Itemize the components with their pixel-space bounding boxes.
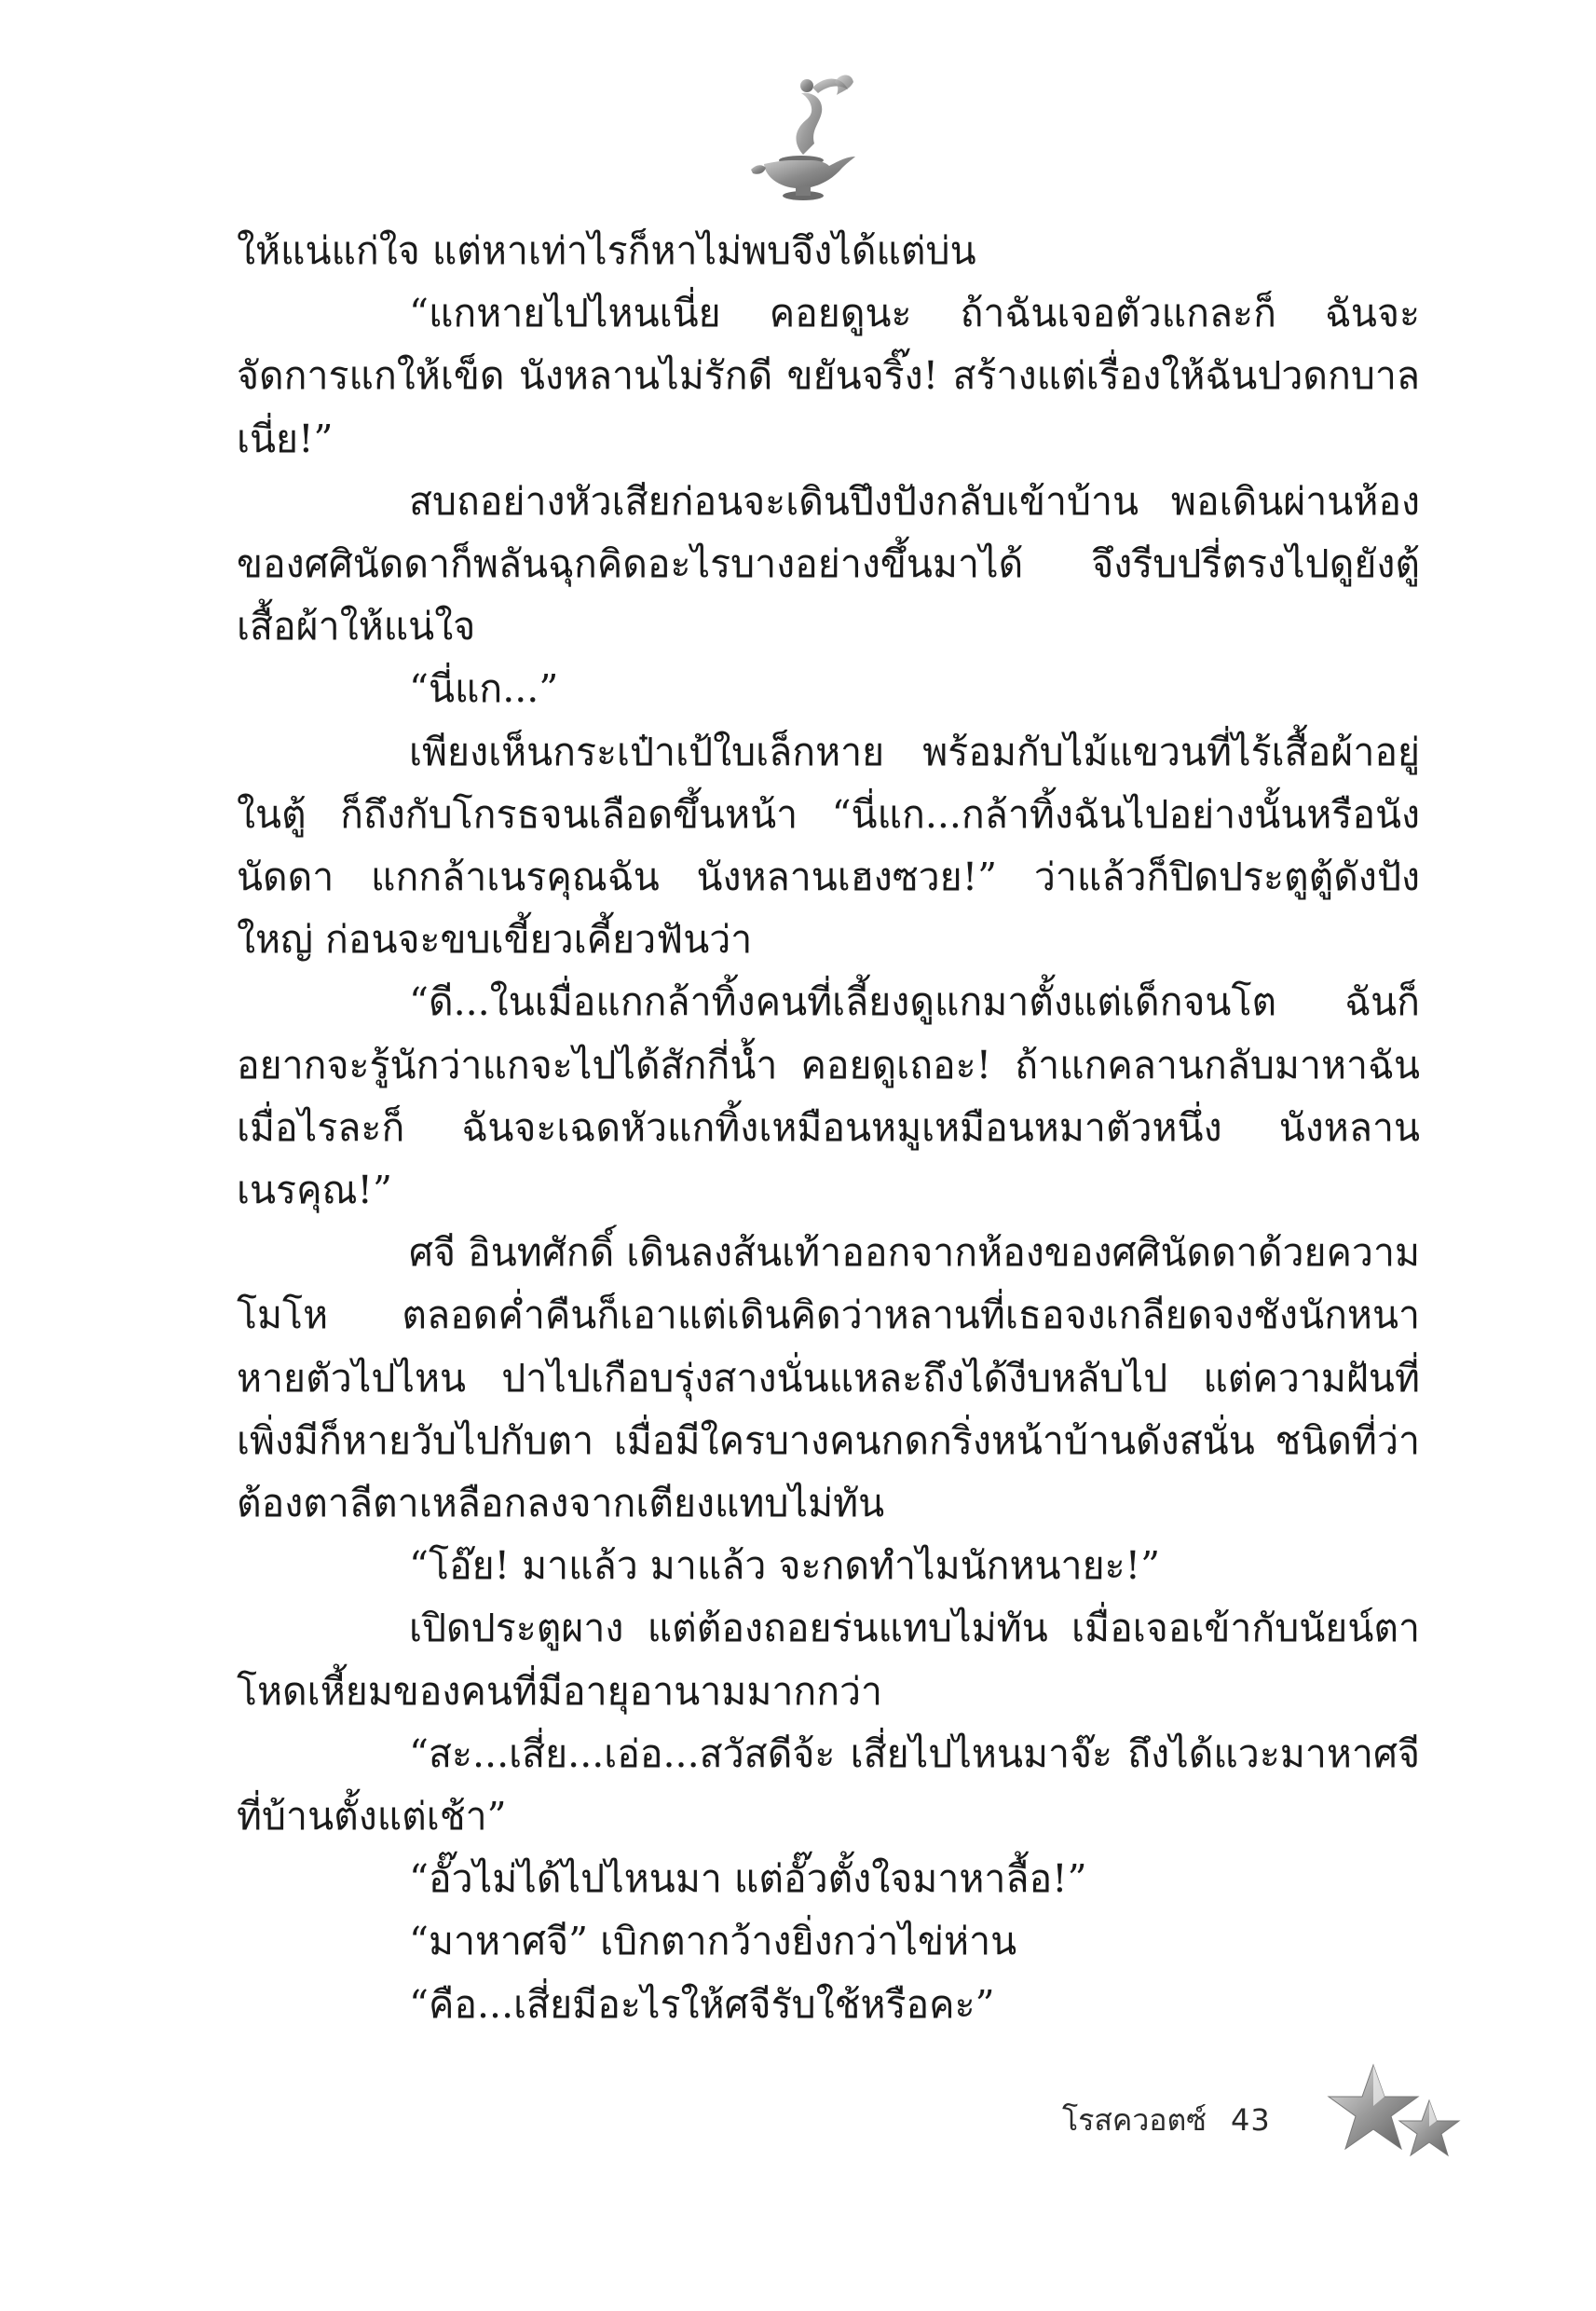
paragraph: “แกหายไปไหนเนี่ย คอยดูนะ ถ้าฉันเจอตัวแกละก็ ฉันจะจัดการแกให้เข็ด นังหลานไม่รักดี ขยันจริ๊ง! สร้างแต่เรื่องให้ฉันปวดกบาลเนี่ย!” <box>237 291 1420 461</box>
paragraph: “นี่แก...” <box>409 666 559 712</box>
genie-lamp-icon <box>745 65 857 205</box>
paragraph: “สะ...เสี่ย...เอ่อ...สวัสดีจ้ะ เสี่ยไปไหนมาจ๊ะ ถึงได้แวะมาหาศจีที่บ้านตั้งแต่เช้า” <box>237 1730 1420 1839</box>
paragraph: เปิดประตูผาง แต่ต้องถอยร่นแทบไม่ทัน เมื่อเจอเข้ากับนัยน์ตาโหดเหี้ยมของคนที่มีอายุอานามมากกว่า <box>237 1606 1420 1714</box>
paragraph: ให้แน่แก่ใจ แต่หาเท่าไรก็หาไม่พบจึงได้แต่บ่น <box>237 228 976 273</box>
paragraph: ศจี อินทศักดิ์ เดินลงส้นเท้าออกจากห้องของศศินัดดาด้วยความโมโห ตลอดค่ำคืนก็เอาแต่เดินคิดว่าหลานที่เธอจงเกลียดจงชังนักหนาหายตัวไปไหน ปาไปเกือบรุ่งสางนั่นแหละถึงได้งีบหลับไป แต่ความฝันที่เพิ่งมีก็หายวับไปกับตา เมื่อมีใครบางคนกดกริ่งหน้าบ้านดังสนั่น ชนิดที่ว่าต้องตาลีตาเหลือกลงจากเตียงแทบไม่ทัน <box>237 1230 1420 1526</box>
body-text <box>237 220 1420 2036</box>
paragraph: “อั๊วไม่ได้ไปไหนมา แต่อั๊วตั้งใจมาหาลื้อ!” <box>409 1856 1087 1902</box>
book-title: โรสควอตซ์ <box>1062 2101 1207 2138</box>
paragraph: สบถอย่างหัวเสียก่อนจะเดินปึงปังกลับเข้าบ้าน พอเดินผ่านห้องของศศินัดดาก็พลันฉุกคิดอะไรบางอย่างขึ้นมาได้ จึงรีบปรี่ตรงไปดูยังตู้เสื้อผ้าให้แน่ใจ <box>237 478 1420 650</box>
paragraph: “ดี...ในเมื่อแกกล้าทิ้งคนที่เลี้ยงดูแกมาตั้งแต่เด็กจนโต ฉันก็อยากจะรู้นักว่าแกจะไปได้สักกี่น้ำ คอยดูเถอะ! ถ้าแกคลานกลับมาหาฉันเมื่อไรละก็ ฉันจะเฉดหัวแกทิ้งเหมือนหมูเหมือนหมาตัวหนึ่ง นังหลานเนรคุณ!” <box>237 979 1420 1213</box>
paragraph: “โอ๊ย! มาแล้ว มาแล้ว จะกดทำไมนักหนายะ!” <box>409 1543 1161 1589</box>
paragraph: เพียงเห็นกระเป๋าเป้ใบเล็กหาย พร้อมกับไม้แขวนที่ไร้เสื้อผ้าอยู่ในตู้ ก็ถึงกับโกรธจนเลือดขึ้นหน้า “นี่แก...กล้าทิ้งฉันไปอย่างนั้นหรือนังนัดดา แกกล้าเนรคุณฉัน นังหลานเฮงซวย!” ว่าแล้วก็ปิดประตูตู้ดังปังใหญ่ ก่อนจะขบเขี้ยวเคี้ยวฟันว่า <box>237 729 1420 963</box>
paragraph: “คือ...เสี่ยมีอะไรให้ศจีรับใช้หรือคะ” <box>409 1981 995 2027</box>
page-footer <box>1062 2092 1271 2148</box>
stars-icon <box>1325 2059 1465 2171</box>
paragraph: “มาหาศจี” เบิกตากว้างยิ่งกว่าไข่ห่าน <box>409 1919 1017 1964</box>
page-number: 43 <box>1231 2102 1271 2138</box>
